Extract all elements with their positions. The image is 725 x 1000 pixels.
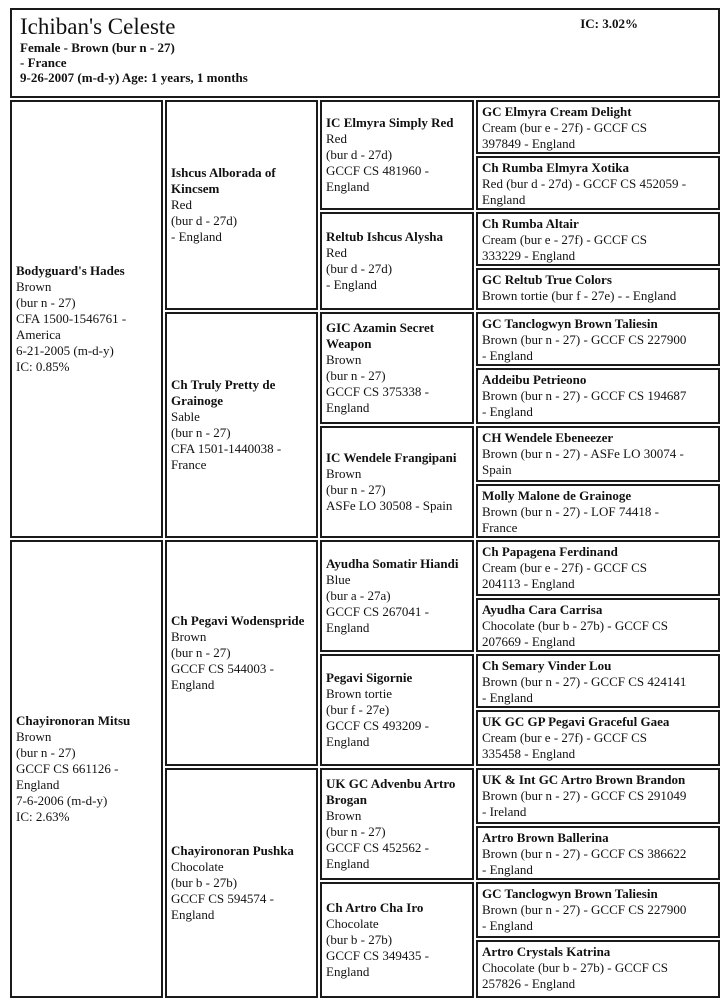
pedigree-cell-gen4 bbox=[476, 826, 720, 880]
ancestor-detail: Chocolate (bur b - 27b) - GCCF CS bbox=[482, 618, 668, 633]
ancestor-detail: Brown (bur n - 27) - GCCF CS 424141 bbox=[482, 674, 687, 689]
ancestor-name: Artro Brown Ballerina bbox=[482, 830, 609, 845]
pedigree-cell-gen4 bbox=[476, 882, 720, 938]
ancestor-name: Chayironoran Pushka bbox=[171, 843, 294, 858]
pedigree-cell-gen4 bbox=[476, 268, 720, 310]
ancestor-detail: - England bbox=[482, 404, 533, 419]
ancestor-detail: England bbox=[326, 400, 370, 415]
ancestor-detail: Cream (bur e - 27f) - GCCF CS bbox=[482, 232, 648, 247]
ancestor-name: Ch Papagena Ferdinand bbox=[482, 544, 618, 559]
ancestor-detail: GCCF CS 661126 - bbox=[16, 761, 119, 776]
ancestor-detail: Red (bur d - 27d) - GCCF CS 452059 - bbox=[482, 176, 687, 191]
ancestor-name: Bodyguard's Hades bbox=[16, 263, 125, 278]
pedigree-cell-gen4 bbox=[476, 654, 720, 708]
ancestor-name: Ch Truly Pretty de Grainoge bbox=[171, 377, 276, 408]
ancestor-name: GIC Azamin Secret Weapon bbox=[326, 320, 435, 351]
ancestor-detail: (bur n - 27) bbox=[16, 295, 76, 310]
pedigree-cell-gen1 bbox=[10, 100, 163, 538]
ancestor-detail: GCCF CS 267041 - bbox=[326, 604, 429, 619]
ancestor-detail: 333229 - England bbox=[482, 248, 576, 263]
ancestor-detail: (bur n - 27) bbox=[326, 368, 386, 383]
pedigree-cell-gen2 bbox=[165, 540, 318, 766]
ancestor-detail: GCCF CS 481960 - bbox=[326, 163, 429, 178]
ancestor-detail: England bbox=[326, 964, 370, 979]
pedigree-cell-gen4 bbox=[476, 426, 720, 482]
ancestor-detail: (bur n - 27) bbox=[171, 645, 231, 660]
ancestor-name: Reltub Ishcus Alysha bbox=[326, 229, 444, 244]
ancestor-detail: America bbox=[16, 327, 61, 342]
ancestor-detail: - England bbox=[482, 918, 533, 933]
pedigree-cell-gen3 bbox=[320, 426, 474, 538]
ancestor-detail: CFA 1501-1440038 - bbox=[171, 441, 282, 456]
ancestor-detail: France bbox=[171, 457, 207, 472]
pedigree-cell-gen4 bbox=[476, 312, 720, 366]
ancestor-detail: - England bbox=[482, 690, 533, 705]
ancestor-detail: Chocolate bbox=[326, 916, 379, 931]
ancestor-detail: France bbox=[482, 520, 518, 535]
ancestor-detail: England bbox=[326, 734, 370, 749]
ancestor-detail: (bur b - 27b) bbox=[171, 875, 238, 890]
ancestor-detail: (bur d - 27d) bbox=[326, 261, 393, 276]
ancestor-detail: Brown (bur n - 27) - GCCF CS 194687 bbox=[482, 388, 687, 403]
ancestor-detail: England bbox=[326, 620, 370, 635]
pedigree-cell-gen1 bbox=[10, 540, 163, 998]
ancestor-name: UK & Int GC Artro Brown Brandon bbox=[482, 772, 686, 787]
ancestor-detail: GCCF CS 452562 - bbox=[326, 840, 429, 855]
ancestor-detail: 204113 - England bbox=[482, 576, 575, 591]
ancestor-name: GC Reltub True Colors bbox=[482, 272, 612, 287]
origin-line: - France bbox=[20, 55, 67, 70]
ancestor-name: Ayudha Cara Carrisa bbox=[482, 602, 603, 617]
pedigree-cell-gen3 bbox=[320, 312, 474, 424]
ancestor-name: Pegavi Sigornie bbox=[326, 670, 413, 685]
ancestor-detail: England bbox=[482, 192, 526, 207]
ancestor-name: Ch Pegavi Wodenspride bbox=[171, 613, 305, 628]
ancestor-detail: England bbox=[326, 179, 370, 194]
ancestor-detail: Chocolate (bur b - 27b) - GCCF CS bbox=[482, 960, 668, 975]
ancestor-detail: Brown bbox=[16, 729, 52, 744]
pedigree-cell-gen4 bbox=[476, 100, 720, 154]
ancestor-detail: Brown tortie (bur f - 27e) - - England bbox=[482, 288, 677, 303]
pedigree-cell-gen2 bbox=[165, 312, 318, 538]
pedigree-cell-gen2 bbox=[165, 100, 318, 310]
ancestor-name: GC Tanclogwyn Brown Taliesin bbox=[482, 316, 658, 331]
ancestor-detail: GCCF CS 493209 - bbox=[326, 718, 429, 733]
ancestor-detail: GCCF CS 375338 - bbox=[326, 384, 429, 399]
ancestor-name: IC Elmyra Simply Red bbox=[326, 115, 454, 130]
ancestor-name: GC Elmyra Cream Delight bbox=[482, 104, 632, 119]
ancestor-detail: Brown bbox=[16, 279, 52, 294]
ancestor-detail: - England bbox=[171, 229, 222, 244]
ancestor-detail: 6-21-2005 (m-d-y) bbox=[16, 343, 114, 358]
ancestor-detail: Red bbox=[326, 131, 347, 146]
pedigree-cell-gen4 bbox=[476, 540, 720, 596]
ancestor-detail: Brown bbox=[326, 808, 362, 823]
ancestor-detail: Cream (bur e - 27f) - GCCF CS bbox=[482, 730, 648, 745]
ancestor-detail: - England bbox=[482, 348, 533, 363]
ancestor-detail: England bbox=[171, 907, 215, 922]
ancestor-detail: (bur f - 27e) bbox=[326, 702, 390, 717]
ancestor-name: Ch Rumba Elmyra Xotika bbox=[482, 160, 629, 175]
pedigree-cell-gen3 bbox=[320, 540, 474, 652]
pedigree-cell-gen4 bbox=[476, 710, 720, 766]
pedigree-cell-gen3 bbox=[320, 882, 474, 998]
ancestor-detail: England bbox=[326, 856, 370, 871]
sex-color-line: Female - Brown (bur n - 27) bbox=[20, 40, 175, 55]
ancestor-name: Ayudha Somatir Hiandi bbox=[326, 556, 459, 571]
ancestor-detail: Brown (bur n - 27) - GCCF CS 386622 bbox=[482, 846, 687, 861]
ancestor-name: CH Wendele Ebeneezer bbox=[482, 430, 614, 445]
ancestor-detail: Brown tortie bbox=[326, 686, 393, 701]
ancestor-detail: GCCF CS 594574 - bbox=[171, 891, 274, 906]
ancestor-detail: Brown bbox=[171, 629, 207, 644]
ancestor-name: Artro Crystals Katrina bbox=[482, 944, 611, 959]
ancestor-detail: (bur n - 27) bbox=[326, 482, 386, 497]
ancestor-name: Chayironoran Mitsu bbox=[16, 713, 131, 728]
ancestor-detail: (bur b - 27b) bbox=[326, 932, 393, 947]
ancestor-detail: 397849 - England bbox=[482, 136, 576, 151]
ancestor-detail: Cream (bur e - 27f) - GCCF CS bbox=[482, 560, 648, 575]
ancestor-detail: GCCF CS 349435 - bbox=[326, 948, 429, 963]
ancestor-detail: (bur d - 27d) bbox=[326, 147, 393, 162]
ancestor-detail: (bur d - 27d) bbox=[171, 213, 238, 228]
ancestor-detail: Blue bbox=[326, 572, 351, 587]
ancestor-detail: CFA 1500-1546761 - bbox=[16, 311, 127, 326]
ancestor-detail: IC: 2.63% bbox=[16, 809, 70, 824]
ancestor-detail: ASFe LO 30508 - Spain bbox=[326, 498, 453, 513]
ancestor-detail: GCCF CS 544003 - bbox=[171, 661, 274, 676]
ancestor-detail: - England bbox=[482, 862, 533, 877]
ancestor-detail: Brown (bur n - 27) - LOF 74418 - bbox=[482, 504, 659, 519]
pedigree-cell-gen3 bbox=[320, 100, 474, 210]
ancestor-name: Molly Malone de Grainoge bbox=[482, 488, 632, 503]
ancestor-name: IC Wendele Frangipani bbox=[326, 450, 457, 465]
ancestor-detail: - Ireland bbox=[482, 804, 527, 819]
ancestor-detail: Brown (bur n - 27) - GCCF CS 291049 bbox=[482, 788, 687, 803]
pedigree-cell-gen2 bbox=[165, 768, 318, 998]
ancestor-detail: (bur n - 27) bbox=[326, 824, 386, 839]
pedigree-cell-gen4 bbox=[476, 212, 720, 266]
pedigree-cell-gen4 bbox=[476, 768, 720, 824]
pedigree-cell-gen3 bbox=[320, 768, 474, 880]
ancestor-detail: Red bbox=[326, 245, 347, 260]
inbreeding-coefficient: IC: 3.02% bbox=[580, 16, 638, 31]
ancestor-name: Addeibu Petrieono bbox=[482, 372, 587, 387]
ancestor-detail: 257826 - England bbox=[482, 976, 576, 991]
ancestor-name: Ishcus Alborada of Kincsem bbox=[171, 165, 276, 196]
ancestor-detail: Brown bbox=[326, 466, 362, 481]
ancestor-detail: (bur n - 27) bbox=[171, 425, 231, 440]
ancestor-name: Ch Artro Cha Iro bbox=[326, 900, 424, 915]
birth-age-line: 9-26-2007 (m-d-y) Age: 1 years, 1 months bbox=[20, 70, 248, 85]
ancestor-detail: Brown (bur n - 27) - ASFe LO 30074 - bbox=[482, 446, 684, 461]
ancestor-detail: (bur n - 27) bbox=[16, 745, 76, 760]
ancestor-detail: Brown (bur n - 27) - GCCF CS 227900 bbox=[482, 332, 687, 347]
pedigree-cell-gen4 bbox=[476, 598, 720, 652]
pedigree-cell-gen4 bbox=[476, 940, 720, 998]
ancestor-detail: Brown (bur n - 27) - GCCF CS 227900 bbox=[482, 902, 687, 917]
ancestor-name: Ch Semary Vinder Lou bbox=[482, 658, 612, 673]
ancestor-detail: Sable bbox=[171, 409, 200, 424]
ancestor-name: Ch Rumba Altair bbox=[482, 216, 579, 231]
pedigree-cell-gen4 bbox=[476, 484, 720, 538]
pedigree-cell-gen4 bbox=[476, 368, 720, 424]
ancestor-name: UK GC Advenbu Artro Brogan bbox=[326, 776, 456, 807]
ancestor-detail: Cream (bur e - 27f) - GCCF CS bbox=[482, 120, 648, 135]
ancestor-detail: 7-6-2006 (m-d-y) bbox=[16, 793, 108, 808]
pedigree-cell-gen4 bbox=[476, 156, 720, 210]
pedigree-cell-gen3 bbox=[320, 654, 474, 766]
ancestor-detail: England bbox=[16, 777, 60, 792]
ancestor-detail: (bur a - 27a) bbox=[326, 588, 391, 603]
pedigree-cell-gen3 bbox=[320, 212, 474, 310]
ancestor-detail: IC: 0.85% bbox=[16, 359, 70, 374]
pedigree-header bbox=[10, 8, 720, 98]
ancestor-detail: Red bbox=[171, 197, 192, 212]
ancestor-detail: 335458 - England bbox=[482, 746, 576, 761]
ancestor-name: GC Tanclogwyn Brown Taliesin bbox=[482, 886, 658, 901]
ancestor-detail: Brown bbox=[326, 352, 362, 367]
ancestor-detail: Chocolate bbox=[171, 859, 224, 874]
ancestor-detail: 207669 - England bbox=[482, 634, 576, 649]
ancestor-detail: Spain bbox=[482, 462, 512, 477]
cat-name-title: Ichiban's Celeste bbox=[20, 14, 176, 39]
ancestor-detail: England bbox=[171, 677, 215, 692]
ancestor-name: UK GC GP Pegavi Graceful Gaea bbox=[482, 714, 670, 729]
ancestor-detail: - England bbox=[326, 277, 377, 292]
